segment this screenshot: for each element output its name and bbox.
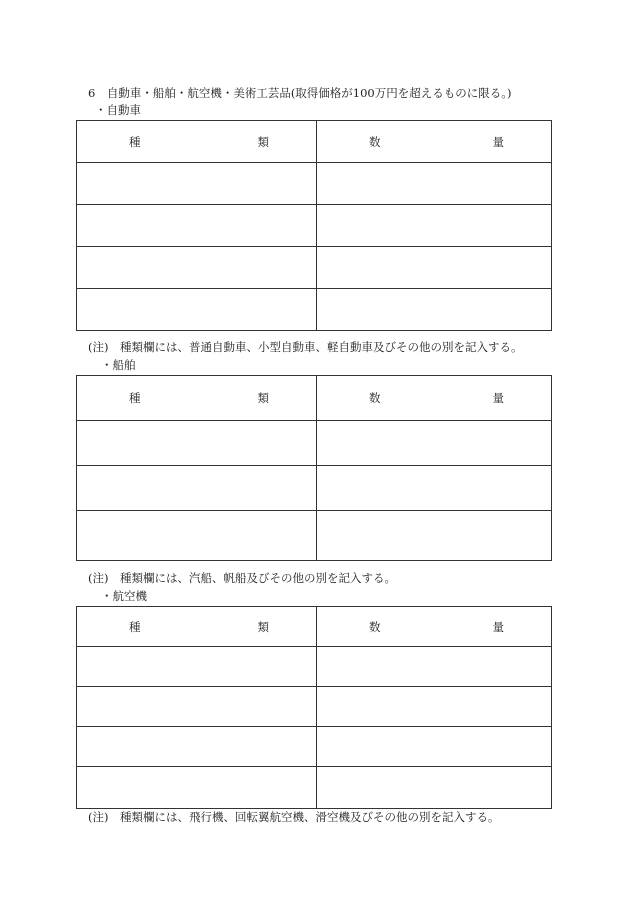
note-automobile: (注) 種類欄には、普通自動車、小型自動車、軽自動車及びその他の別を記入する。 [88, 340, 523, 354]
cell-quantity [317, 205, 552, 247]
cell-kind [77, 687, 317, 727]
header-char: 類 [257, 391, 269, 405]
note-ship: (注) 種類欄には、汽船、帆船及びその他の別を記入する。 [88, 571, 396, 585]
header-kind [77, 376, 317, 421]
table-row [77, 247, 552, 289]
table-row [77, 687, 552, 727]
header-char: 数 [369, 134, 381, 149]
table-automobile [76, 120, 552, 331]
cell-kind [77, 247, 317, 289]
header-char: 量 [492, 619, 504, 634]
table-row [77, 767, 552, 809]
table-row [77, 466, 552, 511]
cell-quantity [317, 289, 552, 331]
header-kind [77, 607, 317, 647]
cell-kind [77, 727, 317, 767]
cell-quantity [317, 511, 552, 561]
cell-kind [77, 647, 317, 687]
table-row [77, 511, 552, 561]
table-row [77, 163, 552, 205]
table-aircraft [76, 606, 552, 809]
header-char: 数 [369, 391, 381, 405]
cell-kind [77, 466, 317, 511]
cell-kind [77, 421, 317, 466]
cell-quantity [317, 421, 552, 466]
cell-quantity [317, 163, 552, 205]
table-row [77, 421, 552, 466]
header-char: 種 [129, 619, 141, 634]
subsection-label-automobile: ・自動車 [95, 103, 141, 117]
header-char: 種 [129, 134, 141, 149]
header-char: 類 [257, 134, 269, 149]
header-quantity [317, 607, 552, 647]
table-row [77, 727, 552, 767]
subsection-label-aircraft: ・航空機 [101, 589, 147, 603]
header-kind [77, 121, 317, 163]
table-row [77, 289, 552, 331]
header-char: 量 [492, 134, 504, 149]
table-header-row [77, 121, 552, 163]
note-aircraft: (注) 種類欄には、飛行機、回転翼航空機、滑空機及びその他の別を記入する。 [88, 810, 500, 824]
header-quantity [317, 376, 552, 421]
table-row [77, 205, 552, 247]
table-ship [76, 375, 552, 561]
cell-kind [77, 767, 317, 809]
cell-quantity [317, 727, 552, 767]
header-char: 類 [257, 619, 269, 634]
table-header-row [77, 607, 552, 647]
cell-quantity [317, 466, 552, 511]
cell-kind [77, 205, 317, 247]
header-char: 種 [129, 391, 141, 405]
cell-quantity [317, 647, 552, 687]
subsection-label-ship: ・船舶 [101, 358, 136, 372]
cell-quantity [317, 247, 552, 289]
table-header-row [77, 376, 552, 421]
cell-quantity [317, 767, 552, 809]
cell-quantity [317, 687, 552, 727]
header-char: 量 [492, 391, 504, 405]
cell-kind [77, 511, 317, 561]
section-heading: 6 自動車・船舶・航空機・美術工芸品(取得価格が100万円を超えるものに限る。) [88, 86, 512, 100]
header-quantity [317, 121, 552, 163]
header-char: 数 [369, 619, 381, 634]
cell-kind [77, 289, 317, 331]
table-row [77, 647, 552, 687]
cell-kind [77, 163, 317, 205]
